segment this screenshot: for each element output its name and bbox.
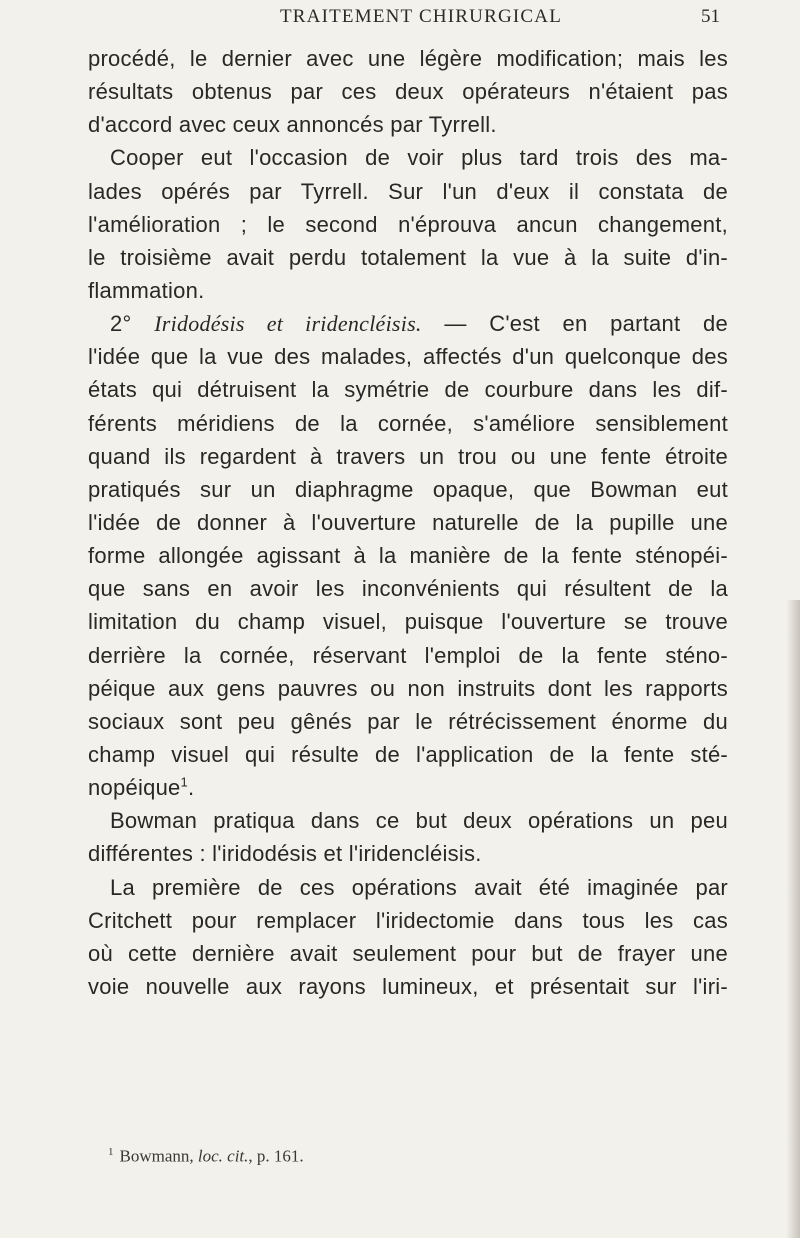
text-line: quand ils regardent à travers un trou ou une fente étroite [88,443,728,469]
section-lead: — C'est en partant de [421,311,728,337]
section-heading-line [88,307,728,340]
text-line: l'idée que la vue des malades, affectés d'un quelconque des [88,344,728,370]
text-line: flammation. [88,277,205,303]
text-line: où cette dernière avait seulement pour but de frayer une [88,940,728,966]
text-line: voie nouvelle aux rayons lumineux, et présentait sur l'iri- [88,973,728,999]
text-line: lades opérés par Tyrrell. Sur l'un d'eux il constata de [88,178,728,204]
text-line: Critchett pour remplacer l'iridectomie dans tous les cas [88,907,728,933]
section-number: 2° [110,311,155,337]
text-line: l'amélioration ; le second n'éprouva ancun changement, [88,211,728,237]
footnote-ref-text: loc. cit. [197,1146,249,1166]
text-line: La première de ces opérations avait été imaginée par [110,874,728,900]
text-line: forme allongée agissant à la manière de la fente sténopéi- [88,543,728,569]
text-line: états qui détruisent la symétrie de courbure dans les dif- [88,377,728,403]
text-line: derrière la cornée, réservant l'emploi de la fente sténo- [88,642,728,668]
text-line: champ visuel qui résulte de l'application de la fente sté- [88,741,728,767]
text-line: pratiqués sur un diaphragme opaque, que Bowman eut [88,476,728,502]
text-line: Cooper eut l'occasion de voir plus tard trois des ma- [110,145,728,171]
page-header [280,6,720,40]
text-line: que sans en avoir les inconvénients qui résultent de la [88,576,728,602]
text-line: limitation du champ visuel, puisque l'ouverture se trouve [88,609,728,635]
text-line: péique aux gens pauvres ou non instruits dont les rapports [88,675,728,701]
text-line: résultats obtenus par ces deux opérateurs n'étaient pas [88,79,728,105]
text-line: Bowman pratiqua dans ce but deux opérations un peu [110,808,728,834]
text-line: l'idée de donner à l'ouverture naturelle de la pupille une [88,509,728,535]
text-line: férents méridiens de la cornée, s'améliore sensiblement [88,410,728,436]
footnote-mark: 1 [108,1146,114,1158]
section-title: Iridodésis et iridencléisis. [154,311,422,337]
text-line-with-footnote-ref: nopéique$^1$. [88,774,195,801]
footnote-author: Bowmann, [119,1146,198,1166]
footnote-ref[interactable]: 1 [180,774,189,790]
body-text [88,42,728,1003]
running-head: TRAITEMENT CHIRURGICAL [280,6,563,27]
text-line: d'accord avec ceux annoncés par Tyrrell. [88,112,497,138]
text-line: différentes : l'iridodésis et l'iridencléisis. [88,841,482,867]
footnote-page: , p. 161. [248,1146,304,1166]
text-line: sociaux sont peu gênés par le rétrécissement énorme du [88,708,728,734]
page-number: 51 [701,6,720,27]
text-line: le troisième avait perdu totalement la vue à la suite d'in- [88,244,728,270]
text-line: procédé, le dernier avec une légère modification; mais les [88,46,728,71]
page-edge-shadow [786,600,800,1238]
footnote [108,1146,304,1167]
